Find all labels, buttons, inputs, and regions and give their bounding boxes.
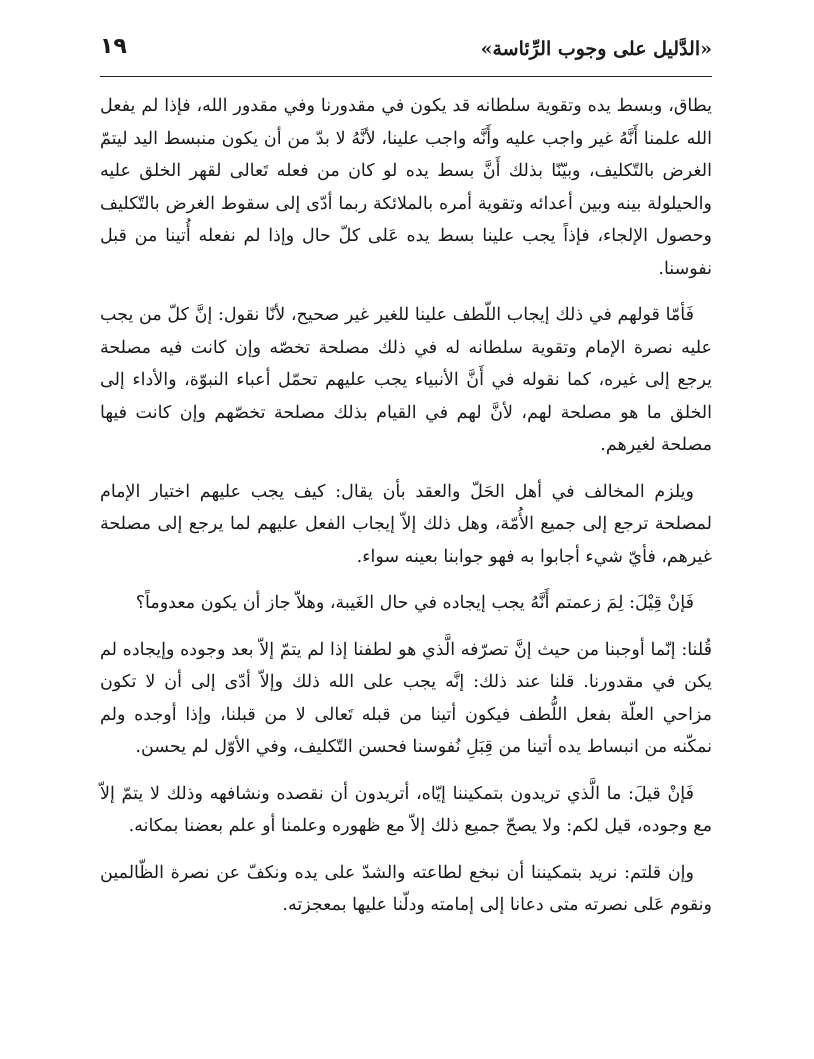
paragraph: فَإنْ قِيْلَ: لِمَ زعمتم أَنَّهُ يجب إيجاده في حال الغَيبة، وهلاّ جاز أن يكون معدوماً؟ (135, 593, 694, 613)
paragraph: فَإنْ قيلَ: ما الَّذي تريدون بتمكيننا إيّاه، أتريدون أن نقصده ونشافهه وذلك لا يتمّ إلاّ مع وجوده، قيل لكم: ولا يصحّ جميع ذلك إلاّ مع ظهوره وعلمنا أو علم بعضنا بمكانه. (100, 783, 712, 836)
paragraph: وإن قلتم: نريد بتمكيننا أن نبخع لطاعته والشدّ على يده ونكفّ عن نصرة الظّالمين ونقوم عَلى نصرته متى دعانا إلى إمامته ودلّنا عليها بمعجزته. (100, 862, 712, 915)
paragraph: ويلزم المخالف في أهل الحَلّ والعقد بأن يقال: كيف يجب عليهم اختيار الإمام لمصلحة ترجع إلى جميع الأُمّة، وهل ذلك إلاّ إيجاب الفعل عليهم لما يرجع إلى مصلحة غيرهم، فأيّ شيء أجابوا به فهو جوابنا بعينه سواء. (100, 481, 712, 567)
page-number: ١٩ (100, 34, 127, 59)
paragraph: قُلنا: إنّما أوجبنا من حيث إنَّ تصرّفه الَّذي هو لطفنا إذا لم يتمّ إلاّ بعد وجوده وإيجاده لم يكن في مقدورنا. قلنا عند ذلك: إنَّه يجب على الله ذلك وإلاّ أدّى إلى أن لا تكون مزاحي العلّة بفعل اللُّطف فيكون أتينا من قبله تَعالى لا من قبلنا، وإذا أوجده ولم نمكّنه من انبساط يده أتينا من قِبَلِ نُفوسنا فحسن التّكليف، وفي الأوّل لم يحسن. (100, 639, 712, 757)
page-header (100, 30, 712, 74)
paragraph: يطاق، وبسط يده وتقوية سلطانه قد يكون في مقدورنا وفي مقدور الله، فإذا لم يفعل الله علمنا أَنَّهُ غير واجب عليه وأَنَّه واجب علينا، لأنَّهُ لا بدّ من أن يكون منبسط اليد ليتمّ الغرض بالتّكليف، وبيّنّا بذلك أَنَّ بسط يده لو كان من فعله تَعالى لقهر الخلق عليه والحيلولة بينه وبين أعدائه وتقوية أمره بالملائكة ربما أدّى إلى سقوط الغرض بالتّكليف وحصول الإلجاء، فإذاً يجب علينا بسط يده عَلى كلّ حال وإذا لم نفعله أُتينا من قبل نفوسنا. (100, 96, 712, 279)
paragraph: فَأمّا قولهم في ذلك إيجاب اللّطف علينا للغير غير صحيح، لأنّا نقول: إنَّ كلّ من يجب عليه نصرة الإمام وتقوية سلطانه له في ذلك مصلحة تخصّه وإن كانت فيه مصلحة يرجع إلى غيره، كما نقوله في أَنَّ الأنبياء يجب عليهم تحمّل أعباء النبوّة، والأداء إلى الخلق ما هو مصلحة لهم، لأنَّ لهم في القيام بذلك مصلحة تخصّهم وإن كانت فيها مصلحة لغيرهم. (100, 305, 712, 455)
header-divider (100, 76, 712, 77)
running-title: «الدَّليل على وجوب الرِّئاسة» (480, 38, 712, 60)
page-body (100, 90, 712, 936)
